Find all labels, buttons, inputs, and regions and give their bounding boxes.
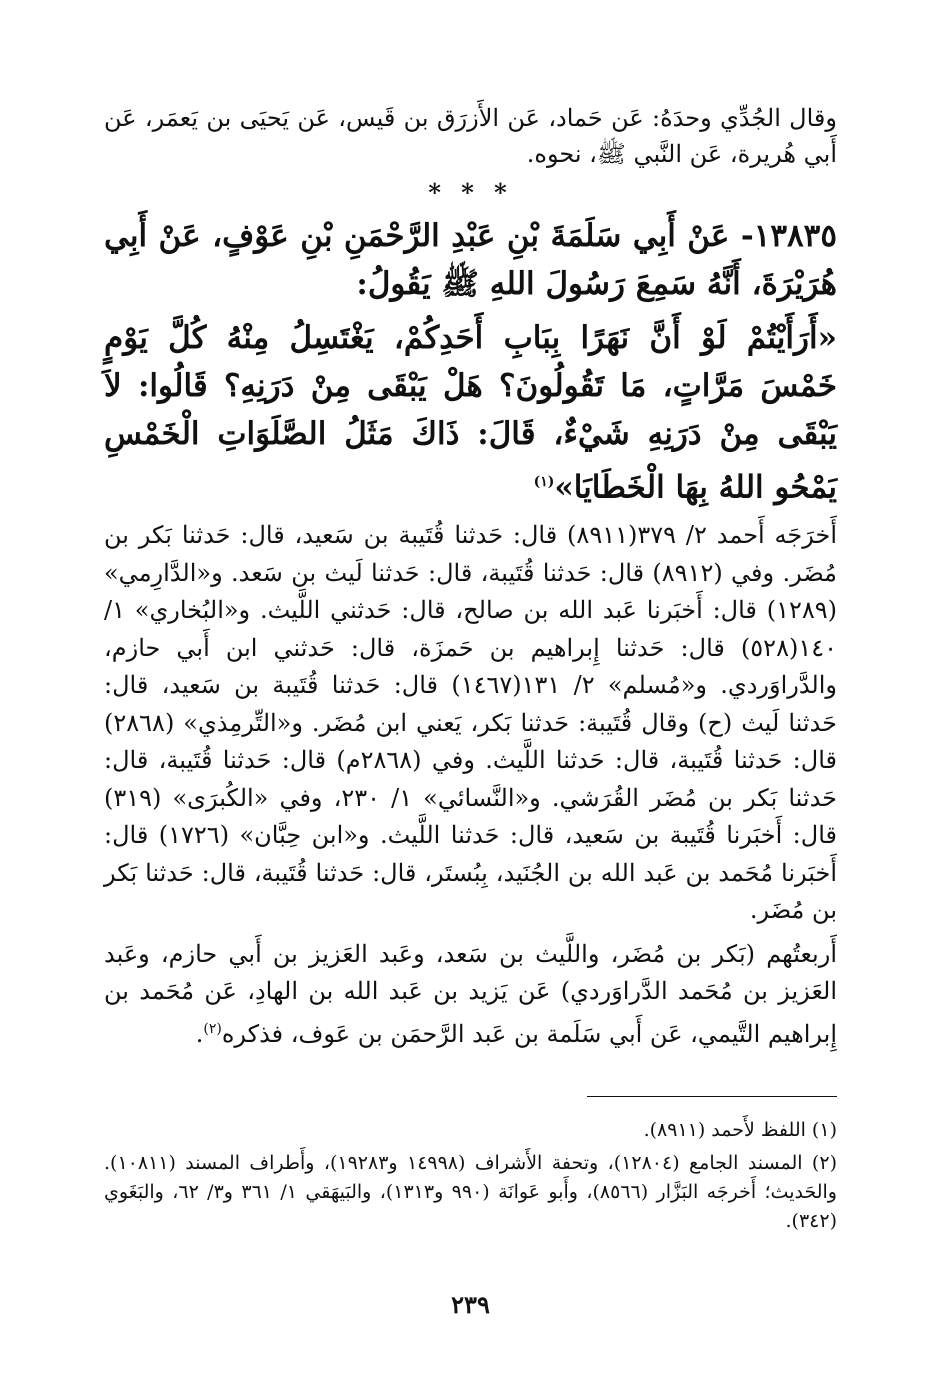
intro-paragraph: وقال الجُدِّي وحدَهُ: عَن حَماد، عَن الأَزرَق بن قَيس، عَن يَحيَى بن يَعمَر، عَن أَبي هُريرة، عَن النَّبي ﷺ، نحوه. — [104, 104, 837, 168]
page-number: ٢٣٩ — [451, 1290, 490, 1319]
takhrij-paragraph: أَخرَجَه أَحمد ٢/ ٣٧٩(٨٩١١) قال: حَدثنا قُتَيبة بن سَعيد، قال: حَدثنا بَكر بن مُضَر. وفي (٨٩١٢) قال: حَدثنا قُتَيبة، قال: حَدثنا لَيث بن سَعد. و«الدَّارِمي» (١٢٨٩) قال: أَخبَرنا عَبد الله بن صالح، قال: حَدثني اللَّيث. و«البُخاري» ١/ ١٤٠(٥٢٨) قال: حَدثنا إِبراهيم بن حَمزَة، قال: حَدثني ابن أَبي حازم، والدَّراوَردي. و«مُسلم» ٢/ ١٣١(١٤٦٧) قال: حَدثنا قُتَيبة بن سَعيد، قال: حَدثنا لَيث (ح) وقال قُتَيبة: حَدثنا بَكر، يَعني ابن مُضَر. و«التِّرمِذي» (٢٨٦٨) قال: حَدثنا قُتَيبة، قال: حَدثنا اللَّيث. وفي (٢٨٦٨م) قال: حَدثنا قُتَيبة، قال: حَدثنا بَكر بن مُضَر القُرَشي. و«النَّسائي» ١/ ٢٣٠، وفي «الكُبرَى» (٣١٩) قال: أَخبَرنا قُتَيبة بن سَعيد، قال: حَدثنا اللَّيث. و«ابن حِبَّان» (١٧٢٦) قال: أَخبَرنا مُحَمد بن عَبد الله بن الجُنَيد، بِبُستَر، قال: حَدثنا قُتَيبة، قال: حَدثنا بَكر بن مُضَر. — [104, 521, 838, 925]
footnote-ref-1: (١) — [533, 474, 555, 490]
hadith-text — [104, 314, 837, 511]
footnote-1: (١) اللفظ لأَحمد (٨٩١١). — [643, 1119, 837, 1141]
footnotes — [104, 1116, 837, 1240]
footnote-divider — [587, 1096, 837, 1097]
hadith-heading: ١٣٨٣٥- عَنْ أَبِي سَلَمَةَ بْنِ عَبْدِ الرَّحْمَنِ بْنِ عَوْفٍ، عَنْ أَبِي هُرَيْرَةَ، أَنَّهُ سَمِعَ رَسُولَ اللهِ ﷺ يَقُولُ: — [104, 218, 837, 302]
section-separator: * * * — [428, 178, 513, 207]
footnote-ref-2: (٢) — [203, 1020, 222, 1037]
footnote-2: (٢) المسند الجامع (١٢٨٠٤)، وتحفة الأَشراف (١٤٩٩٨ و١٩٢٨٣)، وأَطراف المسند (١٠٨١١). والحَديث؛ أَخرجَه البَزَّار (٨٥٦٦)، وأَبو عَوانَة (٩٩٠ و١٣١٣)، والبَيهَقي ١/ ٣٦١ و٣/ ٦٢، والبَغَوي (٣٤٢). — [104, 1152, 837, 1232]
hadith-matn: «أَرَأَيْتُمْ لَوْ أَنَّ نَهَرًا بِبَابِ أَحَدِكُمْ، يَغْتَسِلُ مِنْهُ كُلَّ يَوْمٍ خَمْسَ مَرَّاتٍ، مَا تَقُولُونَ؟ هَلْ يَبْقَى مِنْ دَرَنِهِ؟ قَالُوا: لاَ يَبْقَى مِنْ دَرَنِهِ شَيْءٌ، قَالَ: ذَاكَ مَثَلُ الصَّلَوَاتِ الْخَمْسِ يَمْحُو اللهُ بِهَا الْخَطَايَا» — [104, 320, 837, 506]
narrators-paragraph: أَربعتُهم (بَكر بن مُضَر، واللَّيث بن سَعد، وعَبد العَزيز بن أَبي حازم، وعَبد العَزيز بن مُحَمد الدَّراوَردي) عَن يَزيد بن عَبد الله بن الهادِ، عَن مُحَمد بن إِبراهيم التَّيمي، عَن أَبي سَلَمة بن عَبد الرَّحمَن بن عَوف، فذكره$^{(٢)}$. — [104, 939, 837, 1048]
narrators-text: أَربعتُهم (بَكر بن مُضَر، واللَّيث بن سَعد، وعَبد العَزيز بن أَبي حازم، وعَبد العَزيز بن مُحَمد الدَّراوَردي) عَن يَزيد بن عَبد الله بن الهادِ، عَن مُحَمد بن إِبراهيم التَّيمي، عَن أَبي سَلَمة بن عَبد الرَّحمَن بن عَوف، فذكره — [104, 939, 837, 1048]
